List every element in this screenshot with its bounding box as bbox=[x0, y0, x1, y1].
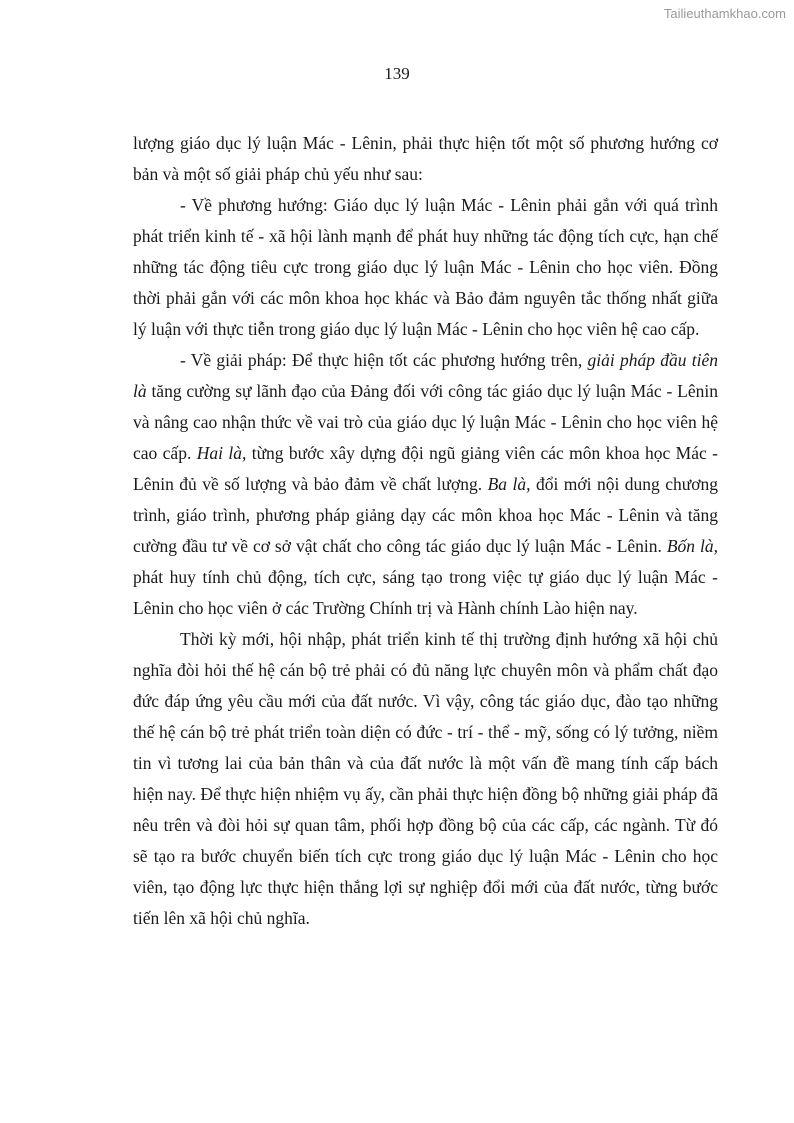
page-number: 139 bbox=[384, 64, 410, 83]
paragraph-direction: - Về phương hướng: Giáo dục lý luận Mác - Lênin phải gắn với quá trình phát triển kinh tế - xã hội lành mạnh để phát huy những tác động tích cực, hạn chế những tác động tiêu cực trong giáo dục lý luận Mác - Lênin cho học viên. Đồng thời phải gắn với các môn khoa học khác và Bảo đảm nguyên tắc thống nhất giữa lý luận với thực tiễn trong giáo dục lý luận Mác - Lênin cho học viên hệ cao cấp. bbox=[133, 195, 718, 339]
solution-fourth-label: Bốn là, bbox=[666, 536, 718, 556]
solution-third-label: Ba là, bbox=[487, 474, 531, 494]
solution-first-label: giải pháp đầu tiên là bbox=[133, 350, 718, 401]
paragraph-continuation: lượng giáo dục lý luận Mác - Lênin, phải thực hiện tốt một số phương hướng cơ bản và một số giải pháp chủ yếu như sau: bbox=[133, 133, 718, 184]
paragraph-conclusion: Thời kỳ mới, hội nhập, phát triển kinh tế thị trường định hướng xã hội chủ nghĩa đòi hỏi thế hệ cán bộ trẻ phải có đủ năng lực chuyên môn và phẩm chất đạo đức đáp ứng yêu cầu mới của đất nước. Vì vậy, công tác giáo dục, đào tạo những thế hệ cán bộ trẻ phát triển toàn diện có đức - trí - thể - mỹ, sống có lý tưởng, niềm tin vì tương lai của bản thân và của đất nước là một vấn đề mang tính cấp bách hiện nay. Để thực hiện nhiệm vụ ấy, cần phải thực hiện đồng bộ những giải pháp đã nêu trên và đòi hỏi sự quan tâm, phối hợp đồng bộ của các cấp, các ngành. Từ đó sẽ tạo ra bước chuyển biến tích cực trong giáo dục lý luận Mác - Lênin cho học viên, tạo động lực thực hiện thắng lợi sự nghiệp đổi mới của đất nước, từng bước tiến lên xã hội chủ nghĩa. bbox=[133, 629, 718, 928]
solution-first-text: tăng cường sự lãnh đạo của Đảng đối với công tác giáo dục lý luận Mác - Lênin và nâng cao nhận thức về vai trò của giáo dục lý luận Mác - Lênin cho học viên hệ cao cấp. bbox=[133, 381, 718, 463]
solutions-lead: - Về giải pháp: Để thực hiện tốt các phương hướng trên, bbox=[180, 350, 588, 370]
solution-second-label: Hai là, bbox=[196, 443, 247, 463]
document-body bbox=[133, 128, 718, 934]
solution-fourth-text: phát huy tính chủ động, tích cực, sáng tạo trong việc tự giáo dục lý luận Mác - Lênin cho học viên ở các Trường Chính trị và Hành chính Lào hiện nay. bbox=[133, 567, 718, 618]
solution-third-text: đổi mới nội dung chương trình, giáo trình, phương pháp giảng dạy các môn khoa học Mác - Lênin và tăng cường đầu tư về cơ sở vật chất cho công tác giáo dục lý luận Mác - Lênin. bbox=[133, 474, 718, 556]
watermark: Tailieuthamkhao.com bbox=[663, 6, 786, 21]
paragraph-solutions bbox=[133, 345, 718, 624]
solution-second-text: từng bước xây dựng đội ngũ giảng viên các môn khoa học Mác - Lênin đủ về số lượng và bảo đảm về chất lượng. bbox=[133, 443, 718, 494]
